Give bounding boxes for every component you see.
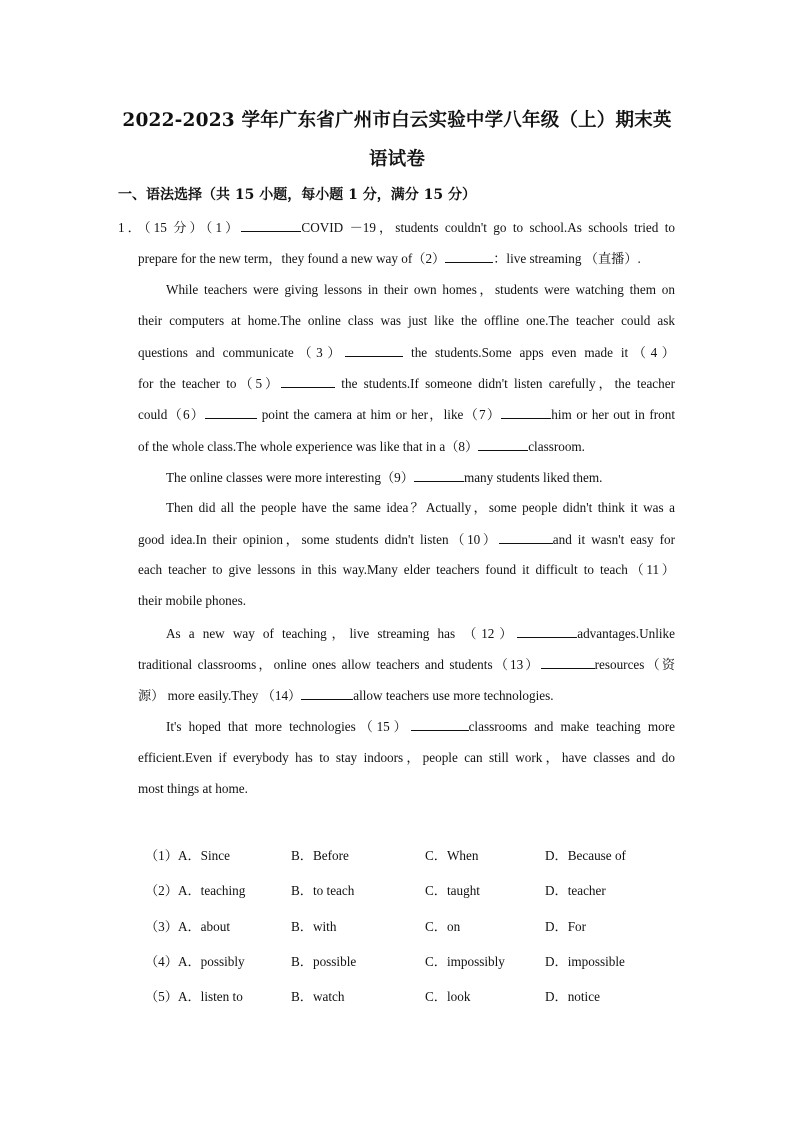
- blank-6[interactable]: [205, 406, 257, 419]
- blank-3[interactable]: [345, 344, 403, 357]
- passage-line: It's hoped that more technologies（15） classrooms and make teaching more: [166, 719, 675, 734]
- option-1a[interactable]: （1）A．Since: [145, 848, 230, 863]
- option-row-4: [145, 951, 665, 967]
- passage-line: each teacher to give lessons in this way.Many elder teachers found it difficult to teach（11）: [138, 562, 675, 577]
- passage-line: traditional classrooms，online ones allow teachers and students（13） resources（资: [138, 657, 676, 672]
- option-2d[interactable]: D．teacher: [545, 883, 606, 898]
- passage-line: of the whole class.The whole experience was like that in a（8） classroom.: [138, 439, 585, 454]
- passage-line: their mobile phones.: [138, 593, 247, 608]
- blank-13[interactable]: [541, 656, 595, 669]
- blank-12[interactable]: [517, 625, 577, 638]
- passage-line: good idea.In their opinion，some students didn't listen（10） and it wasn't easy for: [138, 532, 675, 547]
- option-5a[interactable]: （5）A．listen to: [145, 989, 243, 1004]
- option-row-1: [145, 845, 665, 861]
- passage-line: While teachers were giving lessons in their own homes，students were watching them on: [166, 282, 675, 297]
- option-3d[interactable]: D．For: [545, 919, 587, 934]
- blank-5[interactable]: [281, 375, 335, 388]
- passage-line: their computers at home.The online class was just like the offline one.The teacher could ask: [138, 313, 675, 328]
- passage-line: questions and communicate（3） the students.Some apps even made it（4）: [138, 345, 675, 360]
- exam-title-line-2: 语试卷: [368, 149, 426, 170]
- blank-9[interactable]: [414, 469, 464, 482]
- option-5b[interactable]: B．watch: [291, 989, 345, 1004]
- passage-line: efficient.Even if everybody has to stay indoors，people can still work，have classes and do: [138, 750, 675, 765]
- option-4d[interactable]: D．impossible: [545, 954, 625, 969]
- option-2b[interactable]: B．to teach: [291, 883, 355, 898]
- option-3b[interactable]: B．with: [291, 919, 337, 934]
- blank-1[interactable]: [241, 219, 301, 232]
- blank-15[interactable]: [411, 718, 469, 731]
- option-3a[interactable]: （3）A．about: [145, 919, 230, 934]
- option-5c[interactable]: C．look: [425, 989, 471, 1004]
- option-2c[interactable]: C．taught: [425, 883, 480, 898]
- option-1b[interactable]: B．Before: [291, 848, 349, 863]
- passage-line: most things at home.: [138, 781, 248, 796]
- option-row-3: [145, 916, 665, 932]
- passage-line: for the teacher to（5） the students.If someone didn't listen carefully，the teacher: [138, 376, 675, 391]
- blank-10[interactable]: [499, 531, 553, 544]
- passage-line: 1．（15 分）（1） COVID －19，students couldn't go to school.As schools tried to: [118, 220, 675, 235]
- option-3c[interactable]: C．on: [425, 919, 461, 934]
- passage-line: could（6） point the camera at him or her，like（7） him or her out in front: [138, 407, 675, 422]
- option-5d[interactable]: D．notice: [545, 989, 600, 1004]
- blank-8[interactable]: [478, 438, 528, 451]
- passage-line: 源） more easily.They （14） allow teachers use more technologies.: [138, 688, 554, 703]
- option-row-2: [145, 880, 665, 896]
- option-4c[interactable]: C．impossibly: [425, 954, 505, 969]
- passage-line: As a new way of teaching，live streaming has （12） advantages.Unlike: [166, 626, 675, 641]
- blank-2[interactable]: [445, 250, 493, 263]
- passage-line: Then did all the people have the same idea？Actually，some people didn't think it was a: [166, 500, 675, 515]
- option-row-5: [145, 986, 665, 1002]
- passage-line: The online classes were more interesting（9） many students liked them.: [166, 470, 603, 485]
- passage-line: prepare for the new term，they found a new way of（2） ：live streaming （直播）.: [138, 251, 641, 266]
- option-4a[interactable]: （4）A．possibly: [145, 954, 245, 969]
- section-heading: 一、语法选择（共 15 小题，每小题 1 分，满分 15 分）: [118, 187, 476, 203]
- option-1d[interactable]: D．Because of: [545, 848, 626, 863]
- exam-title-line-1: 2022-2023 学年广东省广州市白云实验中学八年级（上）期末英: [122, 110, 672, 131]
- blank-7[interactable]: [501, 406, 551, 419]
- blank-14[interactable]: [301, 687, 353, 700]
- option-2a[interactable]: （2）A．teaching: [145, 883, 246, 898]
- option-4b[interactable]: B．possible: [291, 954, 357, 969]
- option-1c[interactable]: C．When: [425, 848, 479, 863]
